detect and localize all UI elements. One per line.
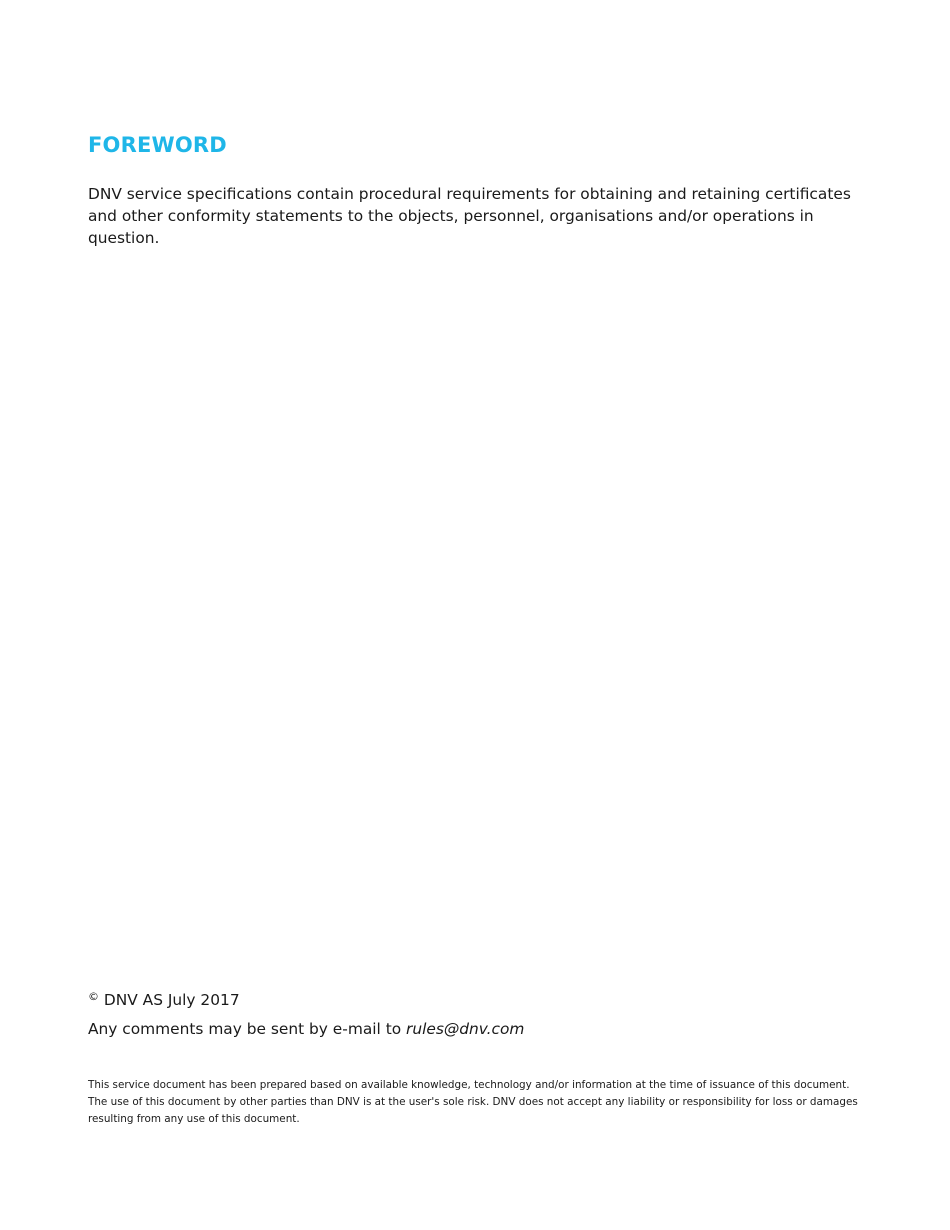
comments-prefix: Any comments may be sent by e-mail to — [88, 1020, 407, 1038]
copyright-symbol: © — [88, 990, 99, 1003]
foreword-text: DNV service specifications contain procedural requirements for obtaining and retaining certificates and other conformity statements to the objects, personnel, organisations and/or operations in question. — [88, 185, 851, 247]
copyright-text: DNV AS July 2017 — [99, 991, 240, 1009]
disclaimer-text: This service document has been prepared based on available knowledge, technology and/or information at the time of issuance of this document. The use of this document by other parties than DNV is at the user's sole risk. DNV does not accept any liability or responsibility for loss or damages resulting from any use of this document. — [88, 1079, 858, 1125]
comments-line — [88, 1018, 524, 1040]
copyright-line — [88, 986, 240, 1011]
email-link[interactable]: rules@dnv.com — [406, 1020, 525, 1038]
page-title: FOREWORD — [88, 133, 227, 157]
